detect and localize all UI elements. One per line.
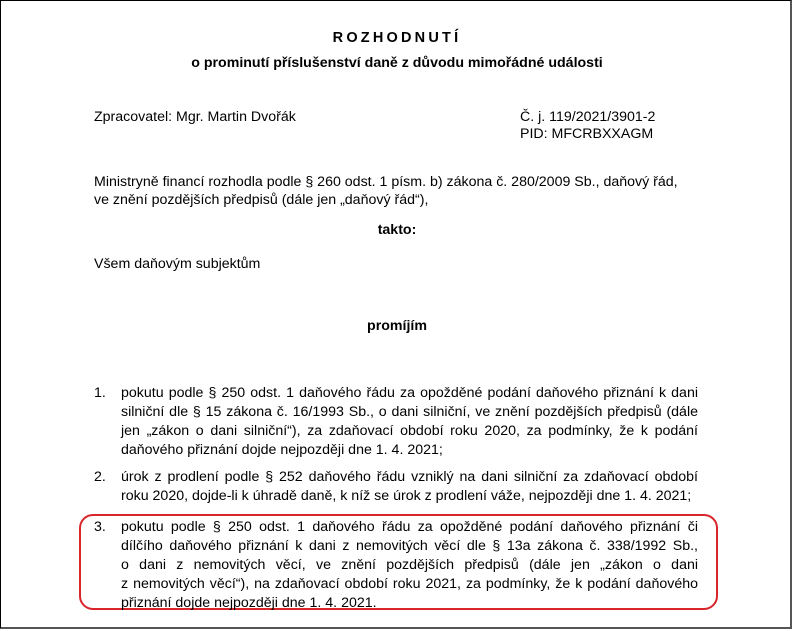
document-subtitle: o prominutí příslušenství daně z důvodu mimořádné události <box>191 55 603 71</box>
list-item <box>121 384 698 460</box>
item-line: dílčího daňového přiznání k dani z nemovitých věcí dle § 13a zákona č. 338/1992 Sb., <box>121 538 698 554</box>
item-line: o dani z nemovitých věcí, ve znění pozdějších předpisů (dále jen „zákon o dani <box>121 557 698 573</box>
intro-line-1: Ministryně financí rozhodla podle § 260 odst. 1 písm. b) zákona č. 280/2009 Sb., daňový řád, <box>94 174 678 190</box>
item-line: úrok z prodlení podle § 252 daňového řádu vzniklý na dani silniční za zdaňovací období <box>121 469 698 485</box>
takto-heading: takto: <box>377 222 417 238</box>
item-number: 2. <box>94 469 106 485</box>
item-number: 1. <box>94 385 106 401</box>
list-item <box>121 518 698 613</box>
item-line: roku 2020, dojde-li k úhradě daně, k níž se úrok z prodlení váže, nejpozději dne 1. 4. 2021; <box>121 488 692 504</box>
item-number: 3. <box>94 519 106 535</box>
recipients-line: Všem daňovým subjektům <box>94 256 261 272</box>
processor-line: Zpracovatel: Mgr. Martin Dvořák <box>94 109 296 125</box>
item-line: z nemovitých věcí“), na zdaňovací období roku 2021, za podmínky, že k podání daňového <box>121 576 698 592</box>
intro-line-2: ve znění pozdějších předpisů (dále jen „daňový řád“), <box>94 192 429 208</box>
item-line: jen „zákon o dani silniční“), za zdaňovací období roku 2020, za podmínky, že k podání <box>121 423 698 439</box>
item-line: přiznání dojde nejpozději dne 1. 4. 2021. <box>121 595 377 611</box>
reference-number: Č. j. 119/2021/3901-2 <box>520 109 656 125</box>
promijim-heading: promíjím <box>367 318 427 334</box>
item-line: pokutu podle § 250 odst. 1 daňového řádu za opožděné podání daňového přiznání k dani <box>121 385 698 401</box>
document-title: ROZHODNUTÍ <box>332 30 462 46</box>
list-item <box>121 468 698 506</box>
item-line: daňového přiznání dojde nejpozději dne 1. 4. 2021; <box>121 442 443 458</box>
item-line: silniční dle § 15 zákona č. 16/1993 Sb., o dani silniční, ve znění pozdějších předpisů (dále <box>121 404 698 420</box>
item-line: pokutu podle § 250 odst. 1 daňového řádu za opožděné podání daňového přiznání či <box>121 519 698 535</box>
pid-number: PID: MFCRBXXAGM <box>520 126 654 142</box>
